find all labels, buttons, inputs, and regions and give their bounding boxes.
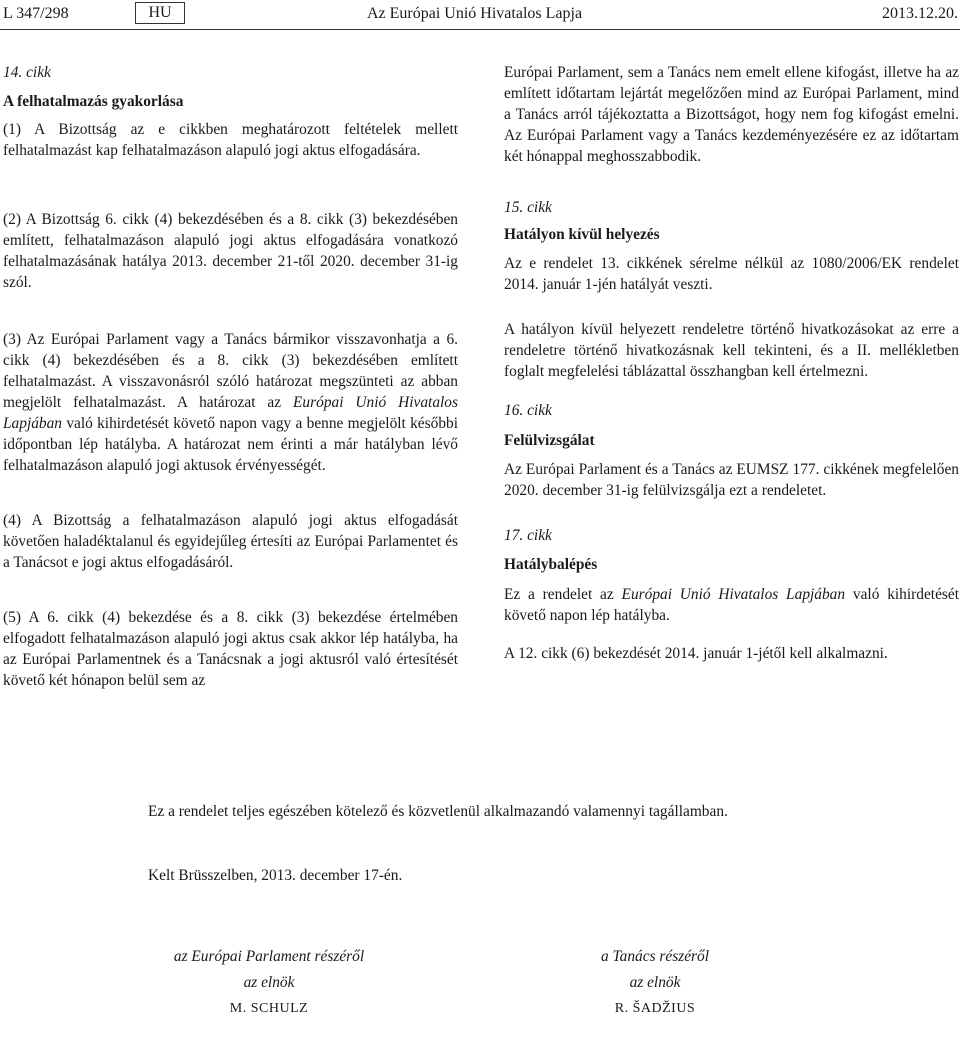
paragraph-15-1: Az e rendelet 13. cikkének sérelme nélkül az 1080/2006/EK rendelet 2014. január 1-jén hatályát veszti.	[504, 255, 959, 293]
signature-institution: a Tanács részéről	[600, 948, 710, 965]
paragraph-14-4: (4) A Bizottság a felhatalmazáson alapuló jogi aktus elfogadását követően haladéktalanul és egyidejűleg értesíti az Európai Parlamentet és a Tanácsot e jogi aktus elfogadásáról.	[3, 512, 458, 571]
binding-clause: Ez a rendelet teljes egészében kötelező és közvetlenül alkalmazandó valamennyi tagállamban.	[148, 803, 728, 820]
signature-institution: az Európai Parlament részéről	[173, 948, 365, 965]
article-17-number: 17. cikk	[504, 527, 552, 544]
publication-date: 2013.12.20.	[882, 5, 958, 22]
paragraph-17-2: A 12. cikk (6) bekezdését 2014. január 1-jétől kell alkalmazni.	[504, 645, 888, 662]
article-16-title: Felülvizsgálat	[504, 432, 595, 449]
journal-title: Az Európai Unió Hivatalos Lapja	[367, 5, 583, 22]
paragraph-14-5: (5) A 6. cikk (4) bekezdése és a 8. cikk (3) bekezdése értelmében elfogadott felhatalmazáson alapuló jogi aktus csak akkor lép hatályba, ha az Európai Parlamentnek és a Tanácsnak a jogi aktusról való értesítését követő két hónapon belül sem az	[3, 609, 458, 689]
paragraph-16-1: Az Európai Parlament és a Tanács az EUMSZ 177. cikkének megfelelően 2020. december 31-ig felülvizsgálja ezt a rendeletet.	[504, 461, 959, 499]
signature-role: az elnök	[243, 974, 295, 991]
article-14-number: 14. cikk	[3, 64, 51, 81]
article-15-title: Hatályon kívül helyezés	[504, 226, 660, 243]
done-at-clause: Kelt Brüsszelben, 2013. december 17-én.	[148, 867, 403, 884]
paragraph-14-3-part-a: (3) Az Európai Parlament vagy a Tanács bármikor visszavonhatja a 6. cikk (4) bekezdésében és a 8. cikk (3) bekezdésében említett felhatalmazást. A visszavonásról szóló határozat megszünteti az abban megjelölt felhatalmazást. A határozat az	[3, 331, 458, 411]
article-16-number: 16. cikk	[504, 402, 552, 419]
paragraph-14-3-part-b: való kihirdetését követő napon vagy a benne megjelölt későbbi időpontban lép hatályba. A határozat nem érinti a már hatályban lévő felhatalmazáson alapuló jogi aktusok érvényességét.	[3, 415, 458, 474]
signature-name: R. ŠADŽIUS	[614, 1001, 696, 1016]
paragraph-17-1-part-b: való kihirdetését követő napon lép hatályba.	[504, 586, 959, 624]
paragraph-14-3	[3, 329, 458, 476]
paragraph-15-2: A hatályon kívül helyezett rendeletre történő hivatkozásokat az erre a rendeletre történő hivatkozásnak kell tekinteni, és a II. mellékletben foglalt megfelelési táblázattal összhangban kell értelmezni.	[504, 321, 959, 380]
paragraph-14-1: (1) A Bizottság az e cikkben meghatározott feltételek mellett felhatalmazást kap felhatalmazáson alapuló jogi aktus elfogadására.	[3, 121, 458, 159]
right-column	[504, 62, 959, 664]
header-divider	[0, 29, 960, 30]
signature-block-parliament	[139, 944, 399, 1022]
signature-block-council	[525, 944, 785, 1022]
language-badge: HU	[135, 2, 185, 24]
article-17-title: Hatálybalépés	[504, 556, 598, 573]
signature-name: M. SCHULZ	[229, 1001, 309, 1016]
page-header	[0, 0, 960, 32]
paragraph-14-3-journal: Európai Unió Hivatalos Lapjában	[3, 394, 458, 432]
article-14-title: A felhatalmazás gyakorlása	[3, 93, 184, 110]
paragraph-17-1	[504, 584, 959, 626]
paragraph-14-2: (2) A Bizottság 6. cikk (4) bekezdésében és a 8. cikk (3) bekezdésében említett, felhatalmazáson alapuló jogi aktus elfogadására vonatkozó felhatalmazásának hatálya 2013. december 21-től 2020. december 31-ig szól.	[3, 211, 458, 291]
paragraph-14-5-continued: Európai Parlament, sem a Tanács nem emelt ellene kifogást, illetve ha az említett időtartam lejártát megelőzően mind az Európai Parlament, mind a Tanács arról tájékoztatta a Bizottságot, hogy nem fog kifogást emelni. Az Európai Parlament vagy a Tanács kezdeményezésére ez az időtartam két hónappal meghosszabbodik.	[504, 64, 959, 165]
page-number: L 347/298	[3, 5, 69, 22]
paragraph-17-1-part-a: Ez a rendelet az	[504, 586, 622, 603]
signature-role: az elnök	[629, 974, 681, 991]
paragraph-17-1-journal: Európai Unió Hivatalos Lapjában	[621, 586, 846, 603]
left-column	[3, 62, 458, 691]
article-15-number: 15. cikk	[504, 199, 552, 216]
